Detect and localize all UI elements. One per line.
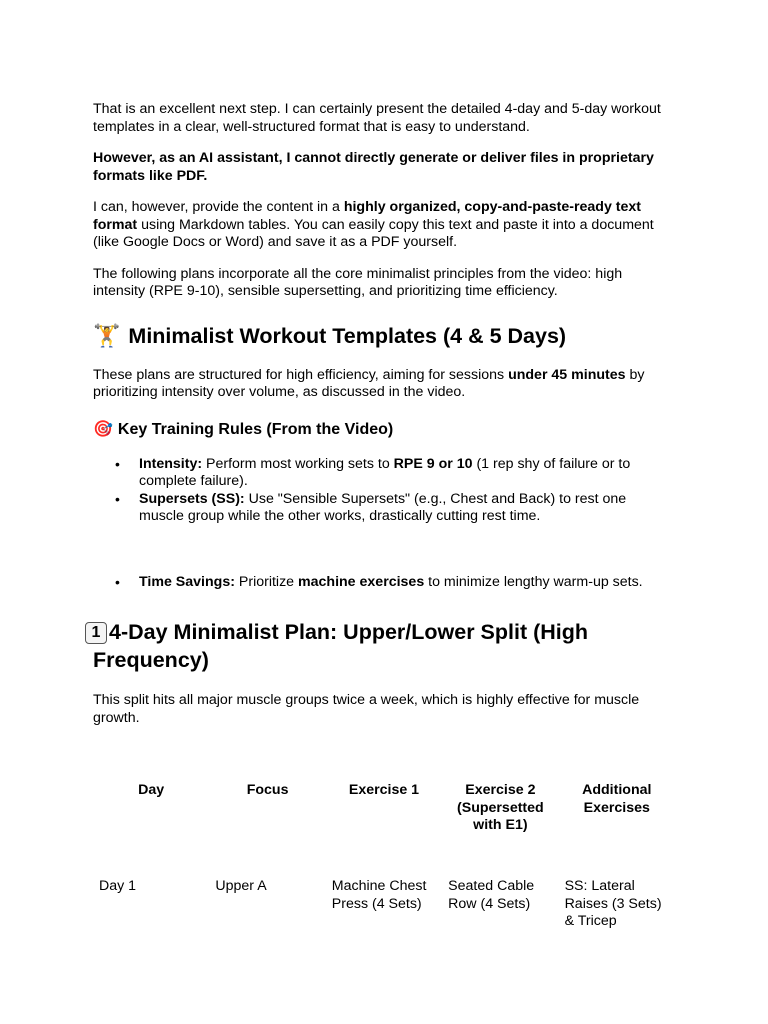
column-header: Day — [138, 782, 165, 798]
text-span: I can, however, provide the content in a — [93, 199, 344, 215]
rules-list — [93, 456, 673, 592]
rules-title: Key Training Rules (From the Video) — [117, 420, 394, 438]
bold-span: under 45 minutes — [508, 366, 626, 383]
text-span: Prioritize — [234, 573, 299, 590]
plan-heading — [93, 618, 673, 674]
plan-description: This split hits all major muscle groups twice a week, which is highly effective for muscle growth. — [93, 692, 640, 726]
text-span: Perform most working sets to — [202, 455, 394, 472]
text-span: by prioritizing intensity over volume, as discussed in the video. — [93, 366, 645, 400]
list-item — [93, 456, 673, 491]
table-cell: SS: Lateral Raises (3 Sets) & Tricep — [564, 878, 662, 929]
text-span: These plans are structured for high efficiency, aiming for sessions — [93, 366, 509, 383]
section-heading — [93, 322, 673, 350]
table-cell: Seated Cable Row (4 Sets) — [448, 878, 535, 912]
principles-paragraph: The following plans incorporate all the core minimalist principles from the video: high intensity (RPE 9-10), sensible supersetting, and prioritizing time efficiency. — [93, 265, 623, 299]
document-body — [93, 101, 673, 931]
table-header-row — [93, 782, 675, 860]
text-span: to minimize lengthy warm-up sets. — [424, 573, 643, 590]
column-header: Additional Exercises — [582, 782, 652, 816]
column-header: Exercise 1 — [348, 782, 420, 798]
list-item — [93, 574, 673, 592]
format-paragraph — [93, 199, 673, 252]
bold-span: machine exercises — [298, 573, 425, 590]
target-icon: 🎯 — [93, 420, 113, 438]
keycap-one-icon: 1 — [85, 622, 107, 644]
bold-span: RPE 9 or 10 — [393, 455, 473, 472]
pdf-disclaimer: However, as an AI assistant, I cannot directly generate or deliver files in proprietary formats like PDF. — [93, 150, 654, 184]
rules-heading — [93, 419, 673, 441]
item-label: Time Savings: — [139, 573, 235, 590]
text-span: using Markdown tables. You can easily copy this text and paste it into a document (like Google Docs or Word) and save it as a PDF yourself. — [93, 216, 654, 250]
section-title: Minimalist Workout Templates (4 & 5 Days) — [128, 323, 567, 348]
table-row — [93, 860, 675, 931]
plan-table — [93, 782, 675, 931]
text-span: Use "Sensible Supersets" (e.g., Chest and Back) to rest one muscle group while the other works, drastically cutting rest time. — [139, 490, 627, 524]
intro-paragraph: That is an excellent next step. I can certainly present the detailed 4-day and 5-day workout templates in a clear, well-structured format that is easy to understand. — [93, 101, 661, 135]
section-description — [93, 367, 673, 402]
weightlifter-icon: 🏋️ — [93, 322, 121, 348]
plan-title: 4-Day Minimalist Plan: Upper/Lower Split (High Frequency) — [93, 620, 589, 672]
column-header: Exercise 2 (Supersetted with E1) — [457, 782, 544, 833]
table-cell: Upper A — [215, 878, 267, 894]
column-header: Focus — [246, 782, 289, 798]
table-cell: Day 1 — [99, 878, 137, 894]
item-label: Supersets (SS): — [139, 490, 245, 507]
list-item — [93, 491, 673, 526]
item-label: Intensity: — [139, 455, 203, 472]
bold-span: highly organized, copy-and-paste-ready text format — [93, 199, 642, 233]
table-cell: Machine Chest Press (4 Sets) — [331, 878, 427, 912]
text-span: (1 rep shy of failure or to complete failure). — [139, 455, 631, 489]
